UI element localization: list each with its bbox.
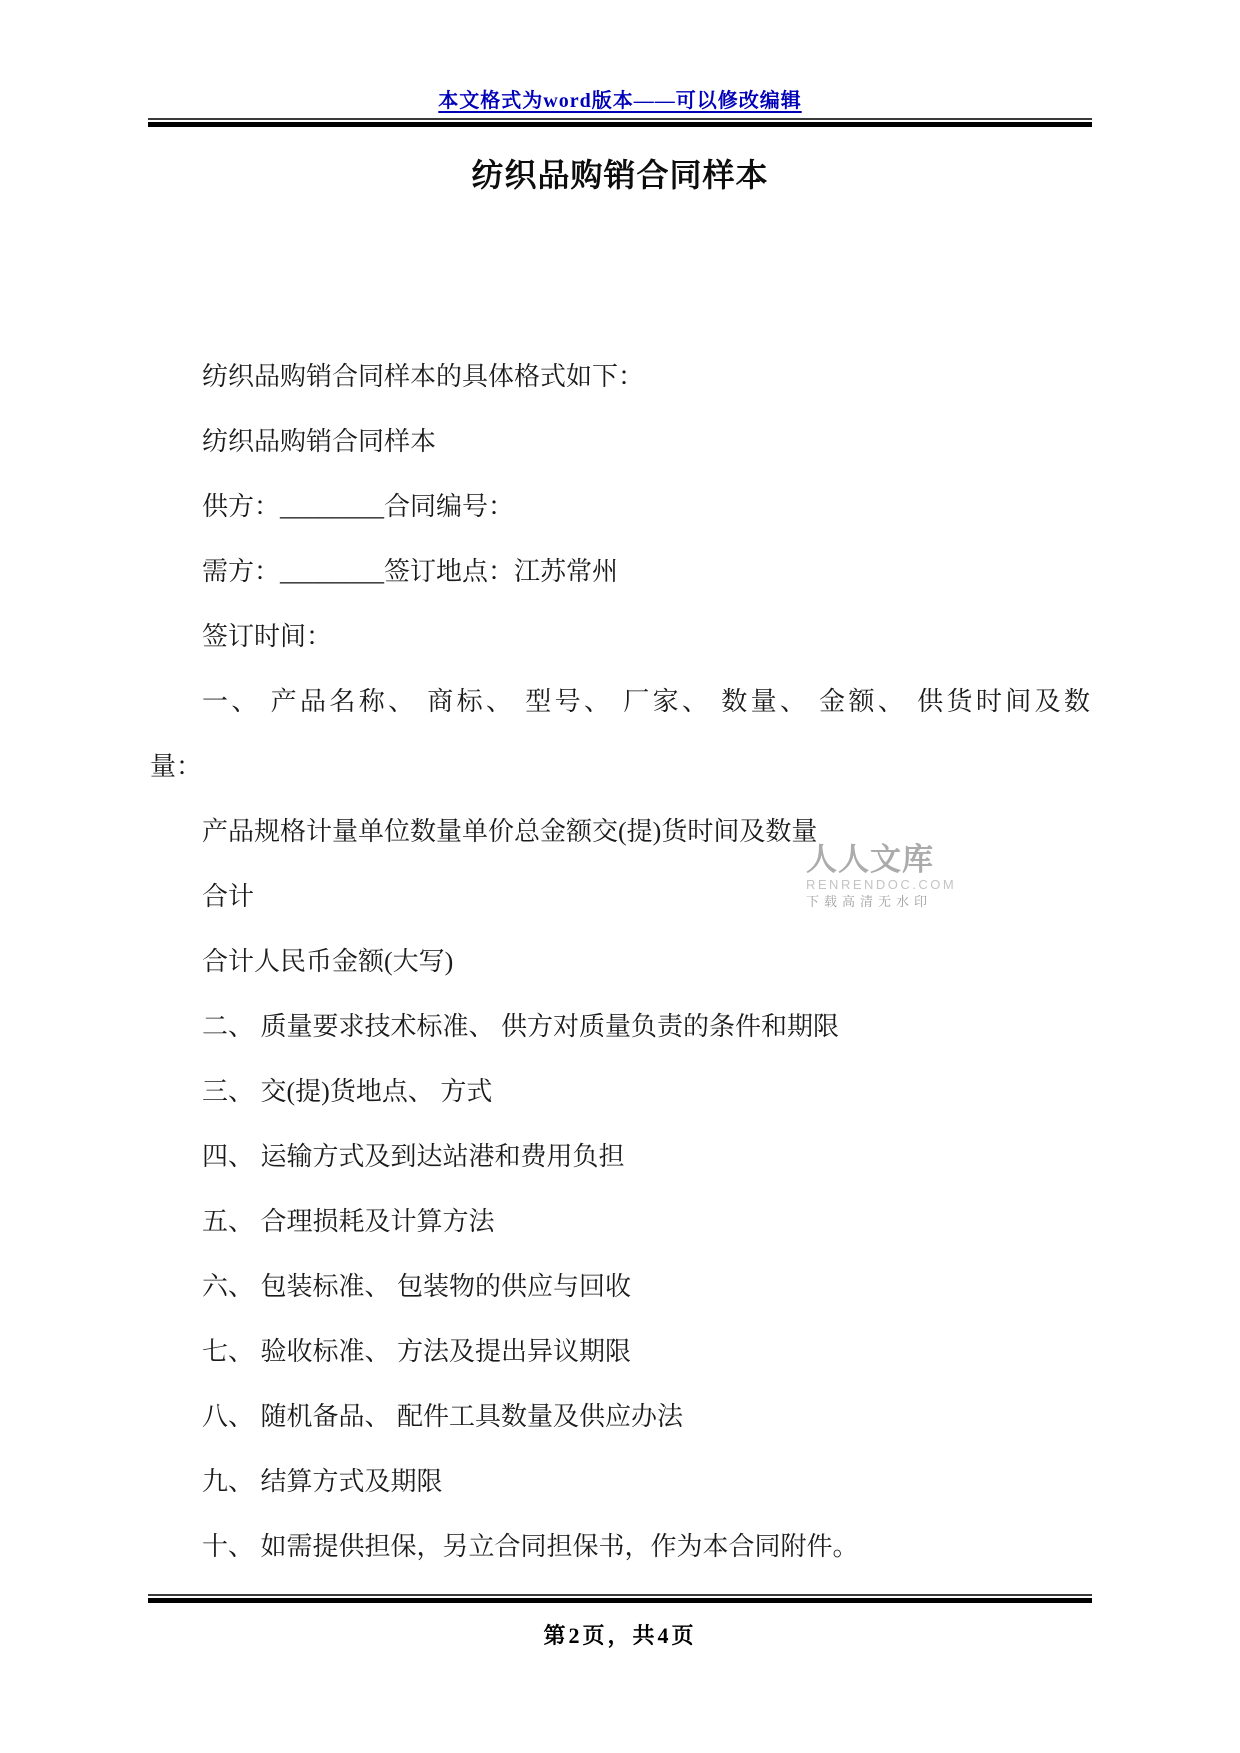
body-line: 七、 验收标准、 方法及提出异议期限 — [202, 1337, 632, 1366]
body-line: 一、 产品名称、 商标、 型号、 厂家、 数量、 金额、 供货时间及数 — [202, 687, 1090, 716]
body-line: 八、 随机备品、 配件工具数量及供应办法 — [202, 1402, 684, 1431]
body-line: 需方：________签订地点：江苏常州 — [202, 557, 619, 586]
watermark-tagline: 下载高清无水印 — [806, 894, 933, 909]
footer-divider-thin-line — [148, 1594, 1092, 1596]
footer-divider-thick-line — [148, 1598, 1092, 1603]
body-line: 五、 合理损耗及计算方法 — [202, 1207, 495, 1236]
document-title: 纺织品购销合同样本 — [471, 157, 769, 193]
watermark-site: RENRENDOC.COM — [806, 877, 957, 892]
header-divider — [148, 118, 1092, 127]
watermark — [806, 843, 956, 910]
body-line: 合计人民币金额(大写) — [202, 947, 454, 976]
watermark-brand: 人人文库 — [806, 842, 934, 877]
body-line: 量： — [150, 752, 203, 781]
body-line: 纺织品购销合同样本 — [202, 427, 437, 456]
body-line: 签订时间： — [202, 622, 333, 651]
header-notice: 本文格式为word版本——可以修改编辑 — [438, 90, 802, 112]
body-line: 九、 结算方式及期限 — [202, 1467, 443, 1496]
body-line: 三、 交(提)货地点、 方式 — [202, 1077, 493, 1106]
footer-divider — [148, 1594, 1092, 1603]
header-divider-thin-line — [148, 118, 1092, 120]
header-divider-thick-line — [148, 122, 1092, 127]
body-line: 供方：________合同编号： — [202, 492, 515, 521]
body-line: 产品规格计量单位数量单价总金额交(提)货时间及数量 — [202, 817, 818, 846]
body-line: 十、 如需提供担保，另立合同担保书，作为本合同附件。 — [202, 1532, 859, 1561]
body-line: 纺织品购销合同样本的具体格式如下： — [202, 362, 645, 391]
body-line: 合计 — [202, 882, 255, 911]
body-line: 二、 质量要求技术标准、 供方对质量负责的条件和期限 — [202, 1012, 840, 1041]
page-number: 第2页，共4页 — [543, 1623, 697, 1648]
body-line: 六、 包装标准、 包装物的供应与回收 — [202, 1272, 632, 1301]
document-body — [150, 344, 1090, 1579]
body-line: 四、 运输方式及到达站港和费用负担 — [202, 1142, 625, 1171]
